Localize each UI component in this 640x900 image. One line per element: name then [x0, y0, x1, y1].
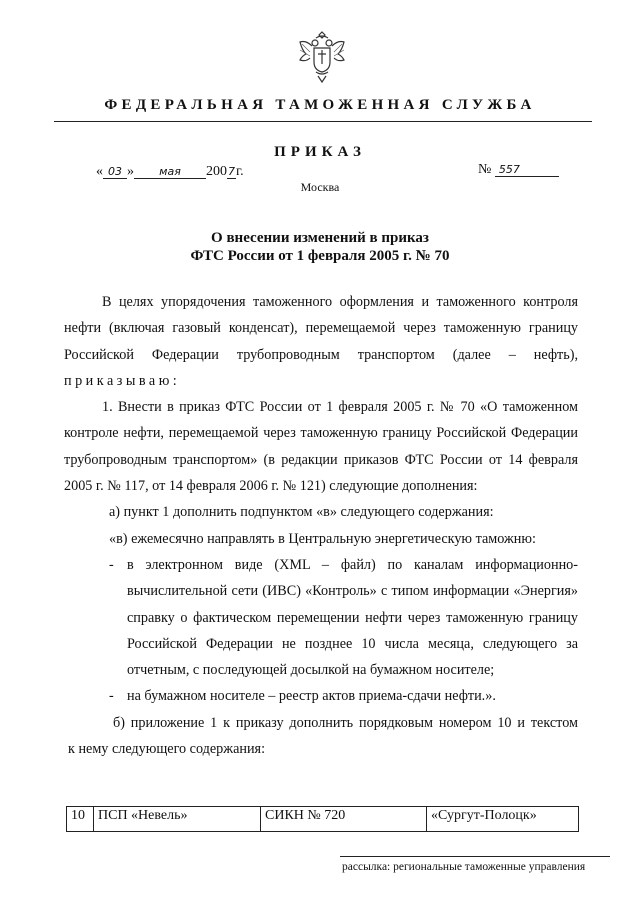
- dash-item-1-first-text: в электронном виде (XML – файл) по каналам информационно-: [127, 556, 578, 573]
- intro-paragraph: [64, 289, 578, 394]
- cell-delivery-point: ПСП «Невель»: [94, 807, 261, 832]
- date-open-quote: «: [96, 164, 103, 179]
- agency-name: ФЕДЕРАЛЬНАЯ ТАМОЖЕННАЯ СЛУЖБА: [104, 97, 536, 113]
- order-city: Москва: [300, 180, 340, 194]
- date-year-suffix: г.: [236, 164, 244, 179]
- document-type-title: ПРИКАЗ: [274, 144, 366, 160]
- item-1b-first: б) приложение 1 к приказу дополнить порядковым номером 10 и текстом: [113, 714, 578, 731]
- order-number-label: №: [478, 162, 492, 177]
- date-day: 03: [103, 165, 127, 179]
- order-number: [478, 162, 559, 178]
- order-date: [96, 164, 244, 180]
- cell-pipeline: «Сургут-Полоцк»: [427, 807, 579, 832]
- dash-item-1-first: [64, 552, 578, 578]
- date-year-prefix: 200: [206, 164, 227, 179]
- order-body: [64, 289, 578, 762]
- intro-text: В целях упорядочения таможенного оформления и таможенного контроля нефти (включая газовый конденсат), перемещаемой через таможенную границу Российской Федерации трубопроводным транспортом (далее – нефть),: [64, 294, 578, 363]
- dash-item-2-text: на бумажном носителе – реестр актов приема-сдачи нефти.».: [127, 688, 496, 705]
- cell-metering-system: СИКН № 720: [261, 807, 427, 832]
- footer-divider: [340, 856, 610, 857]
- table-row: [67, 807, 579, 832]
- dash-marker: -: [109, 688, 114, 705]
- header-divider: [54, 121, 592, 122]
- cell-number: 10: [67, 807, 94, 832]
- dash-item-2: [64, 683, 578, 709]
- subject-line-2: ФТС России от 1 февраля 2005 г. № 70: [190, 248, 450, 264]
- distribution-note: рассылка: региональные таможенные управления: [342, 861, 586, 873]
- appendix-table: [66, 806, 579, 832]
- item-1a: а) пункт 1 дополнить подпунктом «в» следующего содержания:: [109, 504, 494, 521]
- item-1b-rest: к нему следующего содержания:: [68, 741, 266, 758]
- dash-marker: -: [109, 556, 114, 573]
- order-subject: [0, 229, 640, 265]
- date-month: мая: [134, 165, 206, 179]
- order-number-value: 557: [495, 163, 559, 177]
- state-emblem-icon: [296, 28, 348, 86]
- subject-line-1: О внесении изменений в приказ: [211, 230, 429, 246]
- order-word: приказываю:: [64, 372, 181, 389]
- dash-item-1-rest: вычислительной сети (ИВС) «Контроль» с типом информации «Энергия» справку о фактическом перемещении нефти через таможенную границу Российской Федерации не позднее 10 числа месяца, следующего за отчетным, с последующей досылкой на бумажном носителе;: [127, 583, 578, 679]
- item-1a-v: «в) ежемесячно направлять в Центральную энергетическую таможню:: [109, 530, 536, 547]
- date-year-digit: 7: [228, 165, 235, 178]
- date-close-quote: »: [127, 164, 134, 179]
- item-1: 1. Внести в приказ ФТС России от 1 февраля 2005 г. № 70 «О таможенном контроле нефти, перемещаемой через таможенную границу Российской Федерации трубопроводным транспортом» (в редакции приказов ФТС России от 14 февраля 2005 г. № 117, от 14 февраля 2006 г. № 121) следующие дополнения:: [64, 399, 578, 495]
